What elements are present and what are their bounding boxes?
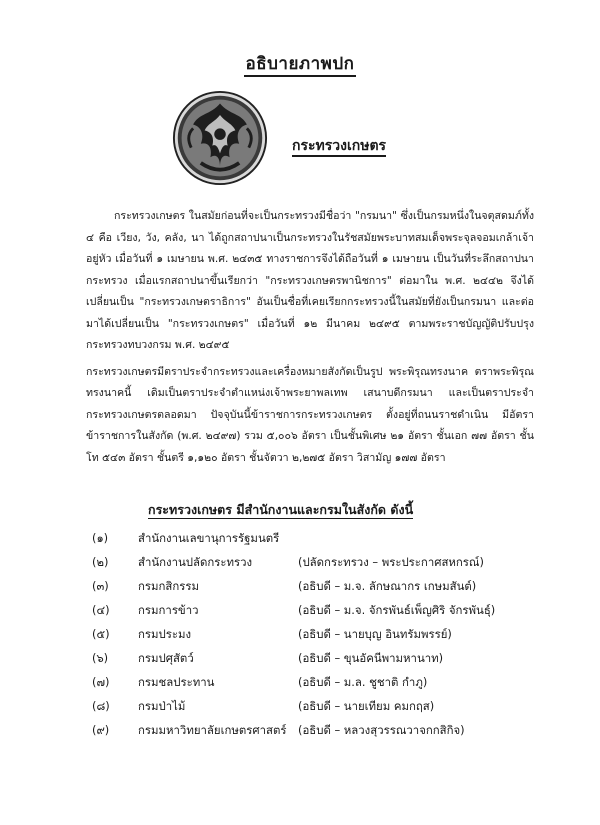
item-number: (๔) [92,603,110,617]
unit-name: กรมการข้าว [138,603,199,617]
list-item [92,694,542,718]
unit-head: (อธิบดี – นายเทียม คมกฤส) [298,699,435,713]
item-number: (๙) [92,723,110,737]
seal-paragraph: กระทรวงเกษตรมีตราประจำกระทรวงและเครื่องหมายสังกัดเป็นรูป พระพิรุณทรงนาค ตราพระพิรุณทรงนาคนี้ เดิมเป็นตราประจำตำแหน่งเจ้าพระยาพลเทพ เสนาบดีกรมนา และเป็นตราประจำกระทรวงเกษตรตลอดมา ปัจจุบันนี้ข้าราชการกระทรวงเกษตร ตั้งอยู่ที่ถนนราชดำเนิน มีอัตราข้าราชการในสังกัด (พ.ศ. ๒๔๙๗) รวม ๕,๐๐๖ อัตรา เป็นชั้นพิเศษ ๒๑ อัตรา ชั้นเอก ๗๗ อัตรา ชั้นโท ๕๔๓ อัตรา ชั้นตรี ๑,๑๒๐ อัตรา ชั้นจัตวา ๒,๒๗๕ อัตรา วิสามัญ ๑๗๗ อัตรา [86,365,534,464]
unit-head: (อธิบดี – ม.จ. จักรพันธ์เพ็ญศิริ จักรพันธุ์) [298,603,496,617]
unit-name: สำนักงานเลขานุการรัฐมนตรี [138,531,280,545]
list-item [92,670,542,694]
list-item [92,598,542,622]
page-title [0,50,600,77]
unit-name: กรมชลประทาน [138,675,215,689]
item-number: (๓) [92,579,109,593]
list-item [92,718,542,742]
unit-name: กรมป่าไม้ [138,699,186,713]
page-title-text: อธิบายภาพปก [244,54,357,77]
unit-name: กรมประมง [138,627,192,641]
unit-name: กรมปศุสัตว์ [138,651,194,665]
item-number: (๒) [92,555,109,569]
unit-head: (อธิบดี – ม.ล. ชูชาติ กำภู) [298,675,428,689]
unit-name: กรมมหาวิทยาลัยเกษตรศาสตร์ [138,723,287,737]
body-text [86,206,534,474]
history-paragraph: กระทรวงเกษตร ในสมัยก่อนที่จะเป็นกระทรวงมีชื่อว่า "กรมนา" ซึ่งเป็นกรมหนึ่งในจตุสดมภ์ทั้ง ๔ คือ เวียง, วัง, คลัง, นา ได้ถูกสถาปนาเป็นกระทรวงในรัชสมัยพระบาทสมเด็จพระจุลจอมเกล้าเจ้าอยู่หัว เมื่อวันที่ ๑ เมษายน พ.ศ. ๒๔๓๕ ทางราชการจึงได้ถือวันที่ ๑ เมษายน เป็นวันที่ระลึกสถาปนากระทรวง เมื่อแรกสถาปนาขึ้นเรียกว่า "กระทรวงเกษตรพานิชการ" ต่อมาใน พ.ศ. ๒๔๔๒ จึงได้เปลี่ยนเป็น "กระทรวงเกษตราธิการ" อันเป็นชื่อที่เคยเรียกกระทรวงนี้ในสมัยที่ยังเป็นกรมนา และต่อมาได้เปลี่ยนเป็น "กระทรวงเกษตร" เมื่อวันที่ ๑๒ มีนาคม ๒๔๙๕ ตามพระราชบัญญัติปรับปรุงกระทรวงทบวงกรม พ.ศ. ๒๔๙๕ [86,210,534,351]
unit-name: สำนักงานปลัดกระทรวง [138,555,253,569]
list-item [92,526,542,550]
unit-name: กรมกสิกรรม [138,579,200,593]
list-item [92,622,542,646]
unit-head: (อธิบดี – ม.จ. ลักษณากร เกษมสันต์) [298,579,477,593]
units-heading-text: กระทรวงเกษตร มีสำนักงานและกรมในสังกัด ดังนี้ [148,502,414,517]
item-number: (๖) [92,651,109,665]
item-number: (๗) [92,675,110,689]
item-number: (๘) [92,699,110,713]
unit-head: (ปลัดกระทรวง – พระประกาศสหกรณ์) [298,555,484,569]
ministry-name [292,135,386,157]
unit-head: (อธิบดี – ขุนอัคนีพามหานาท) [298,651,444,665]
ministry-name-text: กระทรวงเกษตร [292,138,386,157]
item-number: (๑) [92,531,109,545]
list-item [92,574,542,598]
unit-head: (อธิบดี – นายบุญ อินทรัมพรรย์) [298,627,452,641]
item-number: (๕) [92,627,110,641]
list-item [92,646,542,670]
unit-head: (อธิบดี – หลวงสุวรรณวาจกกสิกิจ) [298,723,465,737]
list-item [92,550,542,574]
units-list [92,526,542,742]
ministry-seal-icon [172,90,268,186]
units-heading [148,500,413,520]
